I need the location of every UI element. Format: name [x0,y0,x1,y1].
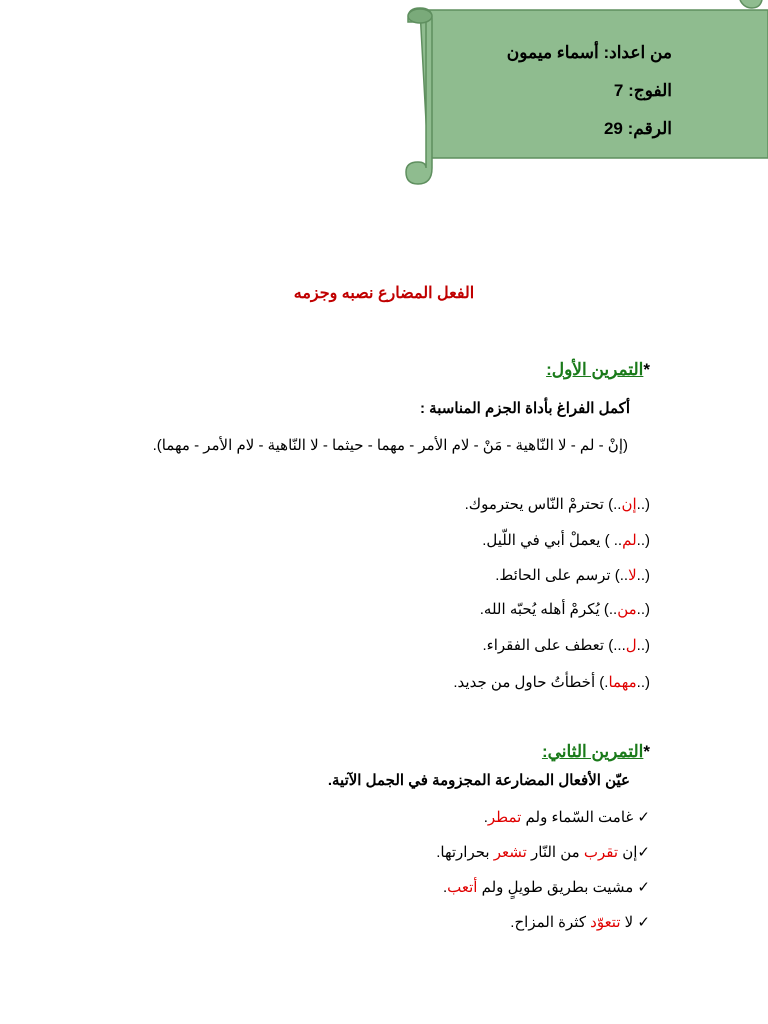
header-text [412,34,672,148]
exercise1-instruction: أكمل الفراغ بأداة الجزم المناسبة : [420,400,630,417]
exercise2-heading-label: التمرين الثاني [547,742,644,761]
exercise2-sentence: ✓ مشيت بطريق طويلٍ ولم أتعب. [442,879,650,896]
exercise1-tools-list: (إنْ - لم - لا النّاهية - مَنْ - لام الأمر - مهما - حيثما - لا النّاهية - لام الأمر - مهما). [152,437,628,454]
exercise2-sentence: ✓إن تقرب من النّار تشعر بحرارتها. [436,844,650,861]
exercise2-sentence: ✓ غامت السّماء ولم تمطر. [483,809,650,826]
answer: من [617,601,637,618]
answer: لا [628,567,637,584]
header-scroll [400,0,768,190]
answer: لم [622,532,637,549]
exercise1-star: * [643,360,650,379]
check-icon: ✓ [637,914,650,931]
author-line: من اعداد: أسماء ميمون [506,43,672,62]
exercise1-colon: : [546,360,552,379]
group-line: الفوج: 7 [613,81,672,100]
check-icon: ✓ [637,809,650,826]
exercise1-item: (..مهما.) أخطأتُ حاول من جديد. [453,674,650,691]
check-icon: ✓ [637,844,650,861]
exercise2-sentence: ✓ لا تتعوّد كثرة المزاح. [510,914,650,931]
exercise2-star: * [643,742,650,761]
number-line: الرقم: 29 [603,119,672,138]
exercise2-colon: : [541,742,548,761]
exercise1-heading [546,360,650,380]
exercise1-item: (..لا..) ترسم على الحائط. [495,567,650,584]
exercise1-heading-label: التمرين الأول [551,360,644,379]
exercise1-item: (..ل...) تعطف على الفقراء. [482,637,650,654]
exercise2-heading [542,742,650,762]
page-title: الفعل المضارع نصبه وجزمه [293,285,475,302]
answer: مهما [608,674,637,691]
exercise1-item: (..إن..) تحترمْ النّاس يحترموك. [464,496,650,513]
exercise1-item: (..من..) يُكرمْ أهله يُحبّه الله. [479,601,650,618]
exercise2-instruction: عيّن الأفعال المضارعة المجزومة في الجمل الآتية. [327,772,630,789]
answer: ل [625,637,637,654]
answer: إن [621,496,637,513]
exercise1-item: (..لم.. ) يعملْ أبي في اللّيل. [482,532,650,549]
check-icon: ✓ [637,879,650,896]
